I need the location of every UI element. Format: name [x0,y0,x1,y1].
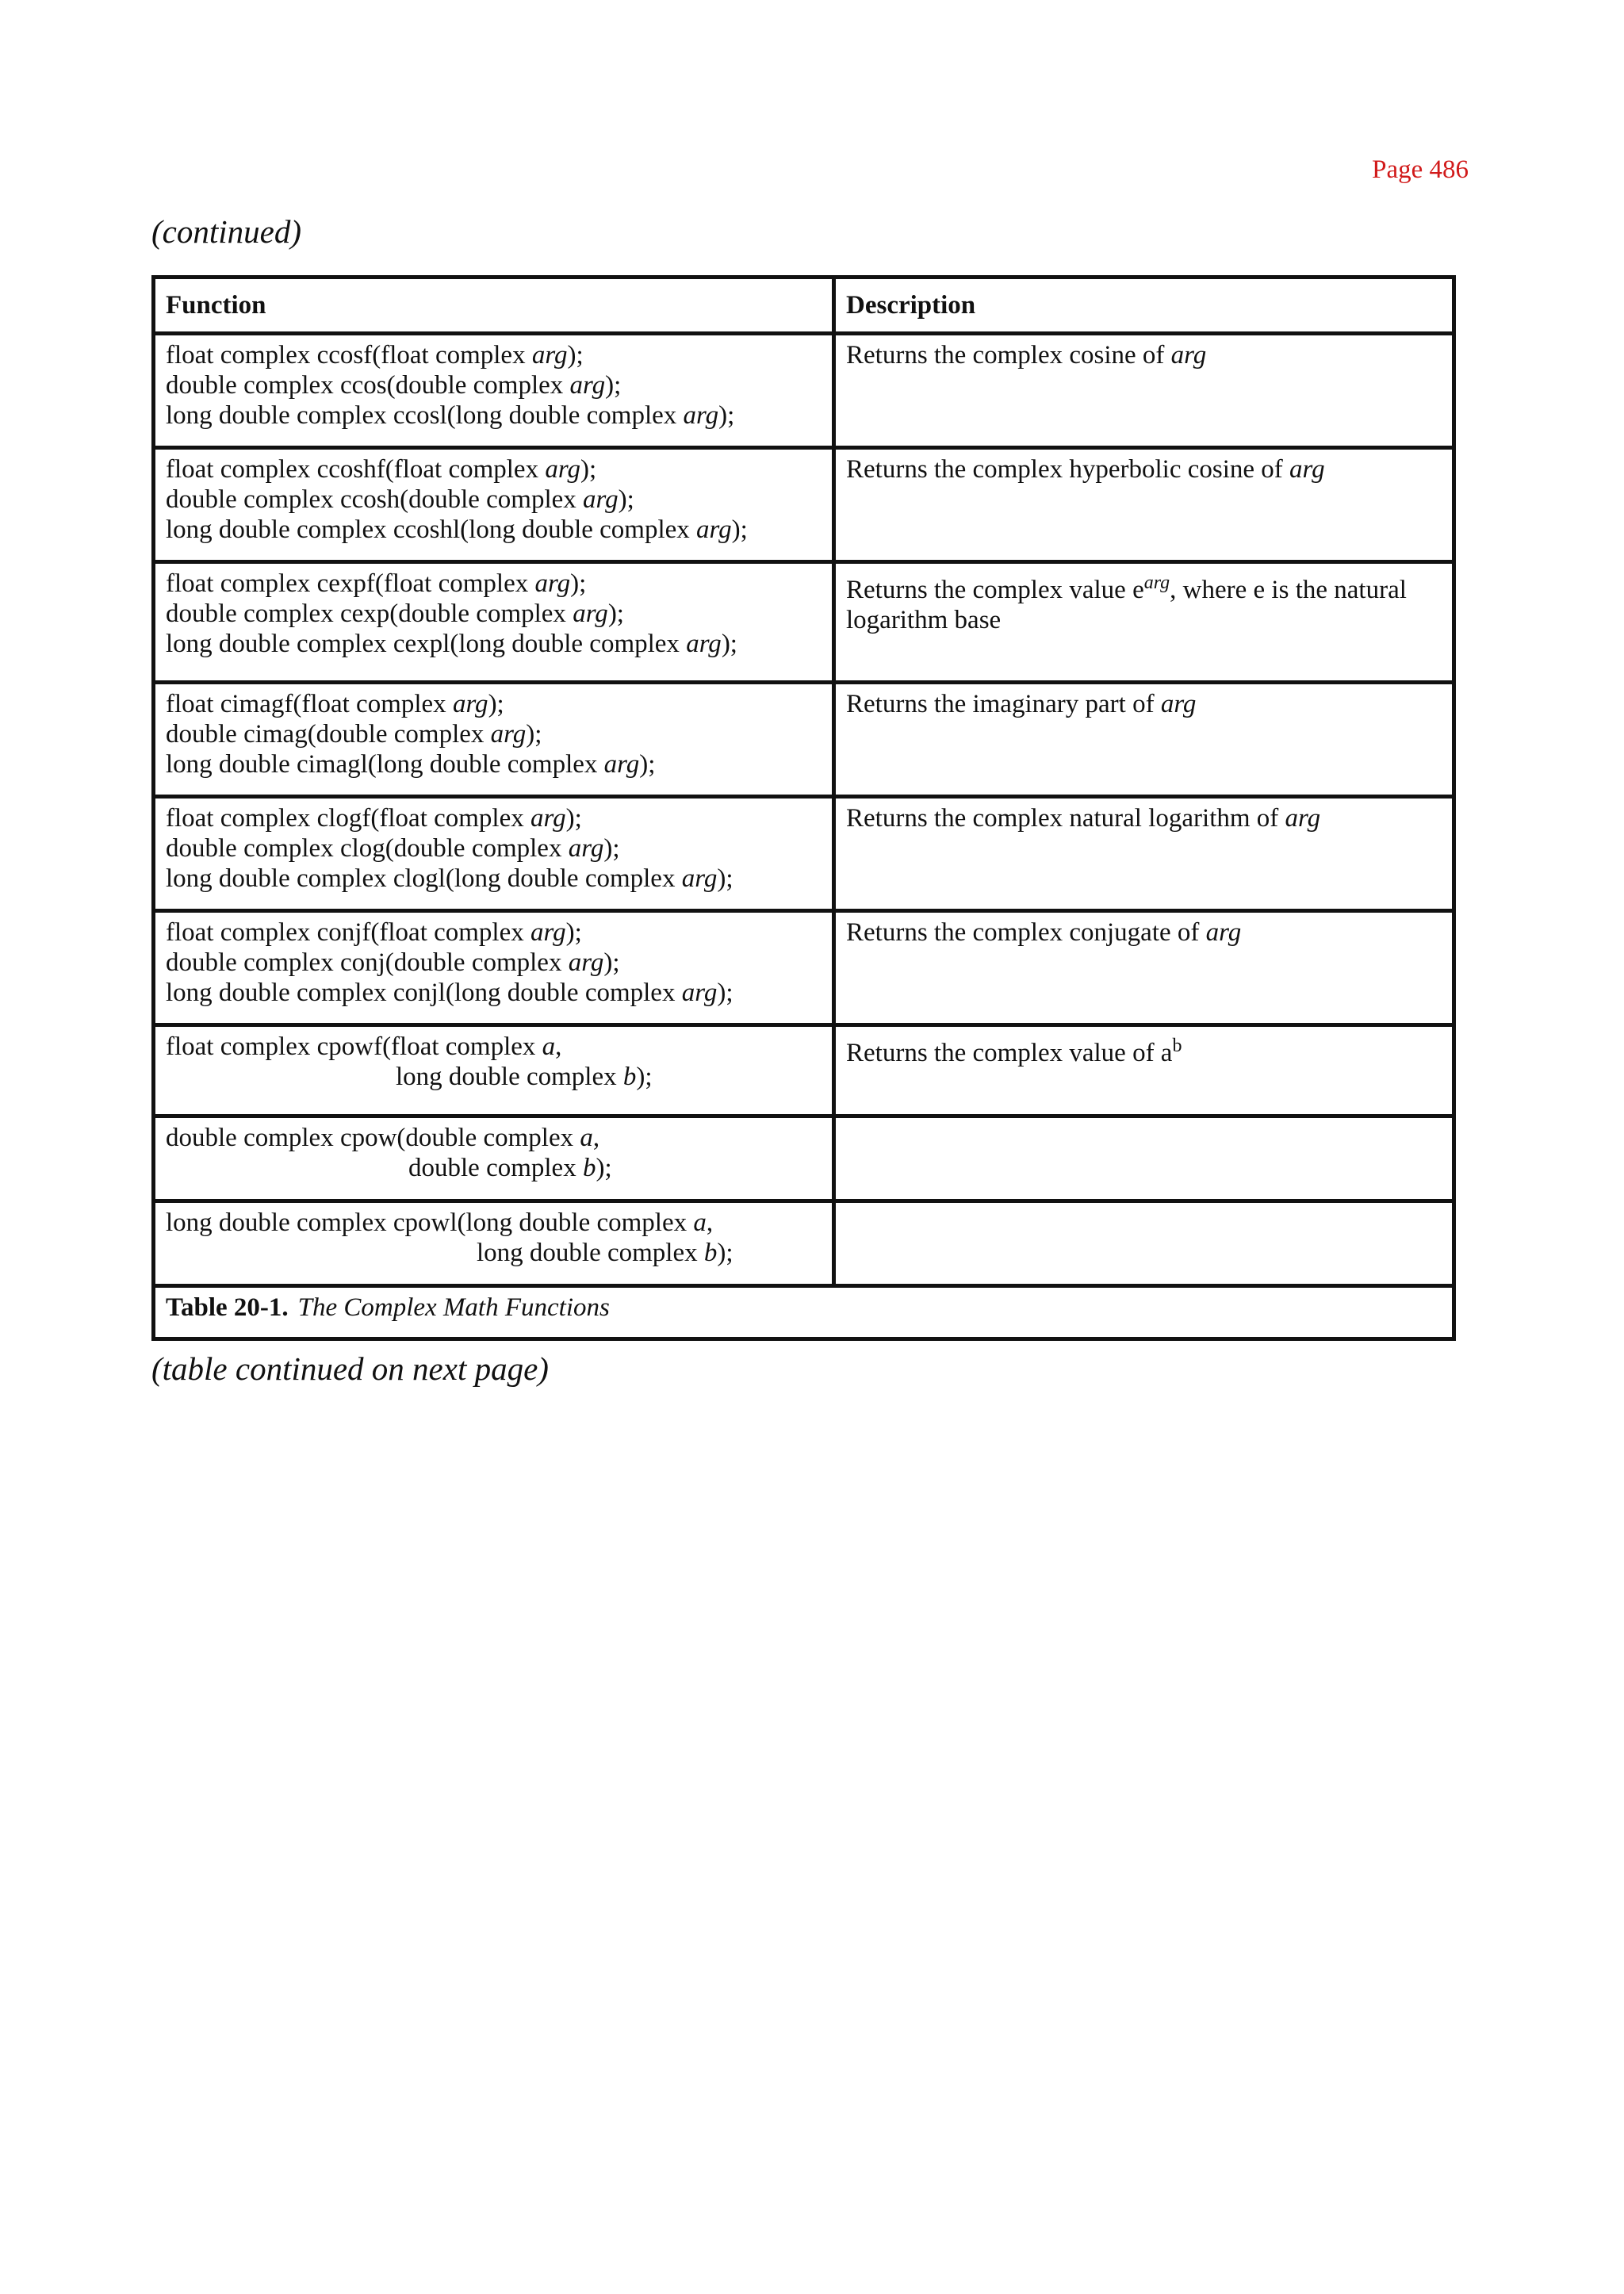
signature-line: float complex ccosf(float complex arg); [166,341,584,370]
description-cell: Returns the complex hyperbolic cosine of arg [834,448,1454,562]
function-cell [154,797,834,911]
function-cell [154,1116,834,1201]
complex-math-table-wrapper [151,275,1452,1341]
function-cell [154,562,834,683]
signature-line: long double complex conjl(long double complex arg); [166,978,733,1007]
function-cell [154,334,834,448]
signature-line: double complex cpow(double complex a, [166,1124,600,1152]
table-row [154,562,1454,683]
signature-line: float complex conjf(float complex arg); [166,918,582,947]
signature-line: float complex ccoshf(float complex arg); [166,455,597,484]
description-cell: Returns the complex cosine of arg [834,334,1454,448]
table-caption-row [154,1286,1454,1339]
description-cell: Returns the complex value $e^{arg}$, where e is the natural logarithm base [834,562,1454,683]
signature-line: float complex cpowf(float complex a, [166,1032,562,1061]
signature-line: double complex b); [408,1154,612,1182]
signature-line: long double complex b); [477,1239,733,1267]
signature-line: double complex ccos(double complex arg); [166,371,622,400]
complex-math-table [151,275,1456,1341]
function-cell [154,683,834,797]
table-row [154,334,1454,448]
header-function: Function [154,278,834,334]
signature-line: long double complex clogl(long double complex arg); [166,864,733,893]
table-caption [154,1286,1454,1339]
signature-line: float cimagf(float complex arg); [166,690,504,718]
table-row [154,1025,1454,1116]
table-row [154,911,1454,1025]
table-row [154,683,1454,797]
description-cell: Returns the imaginary part of arg [834,683,1454,797]
signature-line: long double complex cexpl(long double complex arg); [166,630,737,658]
table-row [154,448,1454,562]
signature-line: double complex clog(double complex arg); [166,834,620,863]
signature-line: long double complex cpowl(long double complex a, [166,1208,714,1237]
signature-line: double complex conj(double complex arg); [166,948,620,977]
page-number: Page 486 [1372,155,1469,184]
description-cell [834,1201,1454,1286]
function-cell [154,911,834,1025]
header-description: Description [834,278,1454,334]
signature-line: long double complex ccoshl(long double complex arg); [166,515,748,544]
description-cell: Returns the complex value of $a^b$ [834,1025,1454,1116]
continued-heading: (continued) [151,213,301,250]
signature-line: double complex cexp(double complex arg); [166,599,624,628]
signature-line: long double complex ccosl(long double complex arg); [166,401,735,430]
signature-line: double cimag(double complex arg); [166,720,542,749]
caption-title: The Complex Math Functions [297,1293,610,1322]
signature-line: long double complex b); [396,1063,653,1091]
description-cell: Returns the complex conjugate of arg [834,911,1454,1025]
description-cell [834,1116,1454,1201]
table-continued-note: (table continued on next page) [151,1350,549,1387]
table-row [154,1116,1454,1201]
table-header-row [154,278,1454,334]
signature-line: long double cimagl(long double complex arg); [166,750,656,779]
table-row [154,1201,1454,1286]
signature-line: double complex ccosh(double complex arg); [166,485,634,514]
caption-label: Table 20-1. [166,1293,289,1322]
function-cell [154,1025,834,1116]
description-cell: Returns the complex natural logarithm of arg [834,797,1454,911]
signature-line: float complex cexpf(float complex arg); [166,569,587,598]
signature-line: float complex clogf(float complex arg); [166,804,582,833]
function-cell [154,448,834,562]
table-row [154,797,1454,911]
function-cell [154,1201,834,1286]
